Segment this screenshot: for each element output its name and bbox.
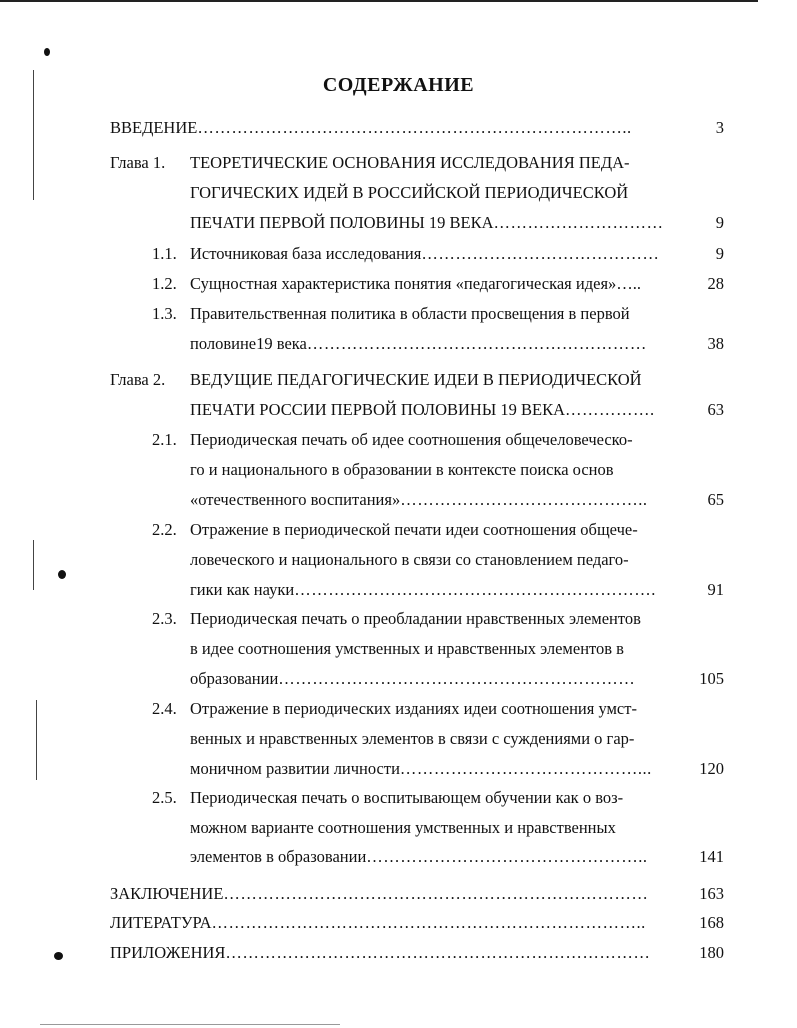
chapter-title-line [190, 400, 655, 420]
section-number: 2.5. [152, 788, 177, 807]
toc-leader-dots: …………………………………….. [400, 490, 648, 509]
toc-entry-text: Источниковая база исследования [190, 244, 422, 263]
toc-page-number: 105 [699, 669, 724, 688]
scan-speck [54, 952, 63, 960]
toc-page-number: 141 [699, 847, 724, 866]
section-title-line: ловеческого и национального в связи со становлением педаго- [190, 550, 629, 569]
toc-leader-dots: ………………………… [493, 213, 664, 232]
section-number: 1.1. [152, 244, 177, 263]
section-number: 1.2. [152, 274, 177, 293]
toc-entry-text: образовании [190, 669, 279, 688]
chapter-title-line [190, 213, 664, 233]
scan-bottom-edge [40, 1024, 340, 1025]
toc-leader-dots: ……………………………………………………… [278, 669, 636, 688]
toc-leader-dots: ………………………………………………………………….. [211, 913, 646, 932]
toc-leader-dots: ………………………………………………………………….. [197, 118, 632, 137]
section-title-line [190, 580, 656, 600]
chapter-title-line: ТЕОРЕТИЧЕСКИЕ ОСНОВАНИЯ ИССЛЕДОВАНИЯ ПЕДА- [190, 153, 630, 172]
toc-leader-dots: ………………………………………………………………… [225, 943, 651, 962]
section-title-line: го и национального в образовании в контексте поиска основ [190, 460, 614, 479]
scan-speck [58, 570, 66, 579]
chapter-label: Глава 2. [110, 370, 166, 389]
section-title-line: можном варианте соотношения умственных и нравственных [190, 818, 616, 837]
toc-leader-dots: …………………………………………………… [306, 334, 647, 353]
toc-entry-conclusion [110, 884, 648, 904]
toc-entry-text: моничном развитии личности [190, 759, 400, 778]
toc-page-number: 9 [715, 244, 724, 263]
toc-page-number: 3 [715, 118, 724, 137]
toc-entry-text: ПЕЧАТИ РОССИИ ПЕРВОЙ ПОЛОВИНЫ 19 ВЕКА [190, 400, 565, 419]
toc-page-number: 120 [699, 759, 724, 778]
toc-leader-dots: ……………………………………... [399, 759, 652, 778]
toc-leader-dots: ……………. [565, 400, 655, 419]
section-title-line: Периодическая печать об идее соотношения общечеловеческо- [190, 430, 633, 449]
toc-leader-dots: …………………………………… [421, 244, 660, 263]
toc-entry-text: элементов в образовании [190, 847, 367, 866]
section-title-line [190, 334, 647, 354]
toc-page-number: 9 [715, 213, 724, 232]
toc-entry-text: ПЕЧАТИ ПЕРВОЙ ПОЛОВИНЫ 19 ВЕКА [190, 213, 494, 232]
toc-page-number: 38 [707, 334, 724, 353]
toc-page-number: 63 [707, 400, 724, 419]
toc-entry-text: ЗАКЛЮЧЕНИЕ [110, 884, 224, 903]
section-title-line: венных и нравственных элементов в связи с суждениями о гар- [190, 729, 635, 748]
toc-entry-literature [110, 913, 646, 933]
scan-left-mark [33, 540, 34, 590]
toc-entry-text: гики как науки [190, 580, 295, 599]
section-number: 2.2. [152, 520, 177, 539]
chapter-label: Глава 1. [110, 153, 166, 172]
toc-page-number: 180 [699, 943, 724, 962]
toc-page-number: 168 [699, 913, 724, 932]
toc-entry-text: ПРИЛОЖЕНИЯ [110, 943, 226, 962]
section-title-line: Отражение в периодической печати идеи соотношения общече- [190, 520, 638, 539]
section-number: 2.4. [152, 699, 177, 718]
section-title-line [190, 490, 647, 510]
toc-entry-text: ЛИТЕРАТУРА [110, 913, 212, 932]
section-title-line: в идее соотношения умственных и нравственных элементов в [190, 639, 624, 658]
toc-entry-introduction [110, 118, 632, 138]
section-title-line [190, 759, 652, 779]
section-title-line: Отражение в периодических изданиях идеи соотношения умст- [190, 699, 637, 718]
toc-page-number: 65 [707, 490, 724, 509]
toc-page-number: 163 [699, 884, 724, 903]
toc-leader-dots: ………………………………………………………………… [223, 884, 649, 903]
section-number: 2.3. [152, 609, 177, 628]
section-title-line: Периодическая печать о воспитывающем обучении как о воз- [190, 788, 624, 807]
toc-entry-text: «отечественного воспитания» [190, 490, 401, 509]
toc-leader-dots: ………………………………………………………. [294, 580, 656, 599]
scan-left-mark [36, 700, 37, 780]
toc-entry-appendix [110, 943, 650, 963]
section-number: 1.3. [152, 304, 177, 323]
chapter-title-line: ВЕДУЩИЕ ПЕДАГОГИЧЕСКИЕ ИДЕИ В ПЕРИОДИЧЕСКОЙ [190, 370, 642, 389]
section-title-line [190, 669, 635, 689]
chapter-title-line: ГОГИЧЕСКИХ ИДЕЙ В РОССИЙСКОЙ ПЕРИОДИЧЕСКОЙ [190, 183, 629, 202]
toc-entry-text: Сущностная характеристика понятия «педагогическая идея»….. [190, 274, 642, 293]
toc-entry-text: ВВЕДЕНИЕ [110, 118, 198, 137]
page-title: СОДЕРЖАНИЕ [322, 74, 475, 96]
toc-page-number: 91 [707, 580, 724, 599]
toc-page-number: 28 [707, 274, 724, 293]
toc-entry-section [190, 244, 659, 264]
toc-entry-text: половине19 века [190, 334, 307, 353]
scan-top-border [0, 0, 758, 2]
section-title-line [190, 847, 648, 867]
toc-leader-dots: ………………………………………….. [366, 847, 648, 866]
scan-speck [44, 48, 50, 56]
section-title-line: Правительственная политика в области просвещения в первой [190, 304, 630, 323]
section-number: 2.1. [152, 430, 177, 449]
section-title-line: Периодическая печать о преобладании нравственных элементов [190, 609, 641, 628]
